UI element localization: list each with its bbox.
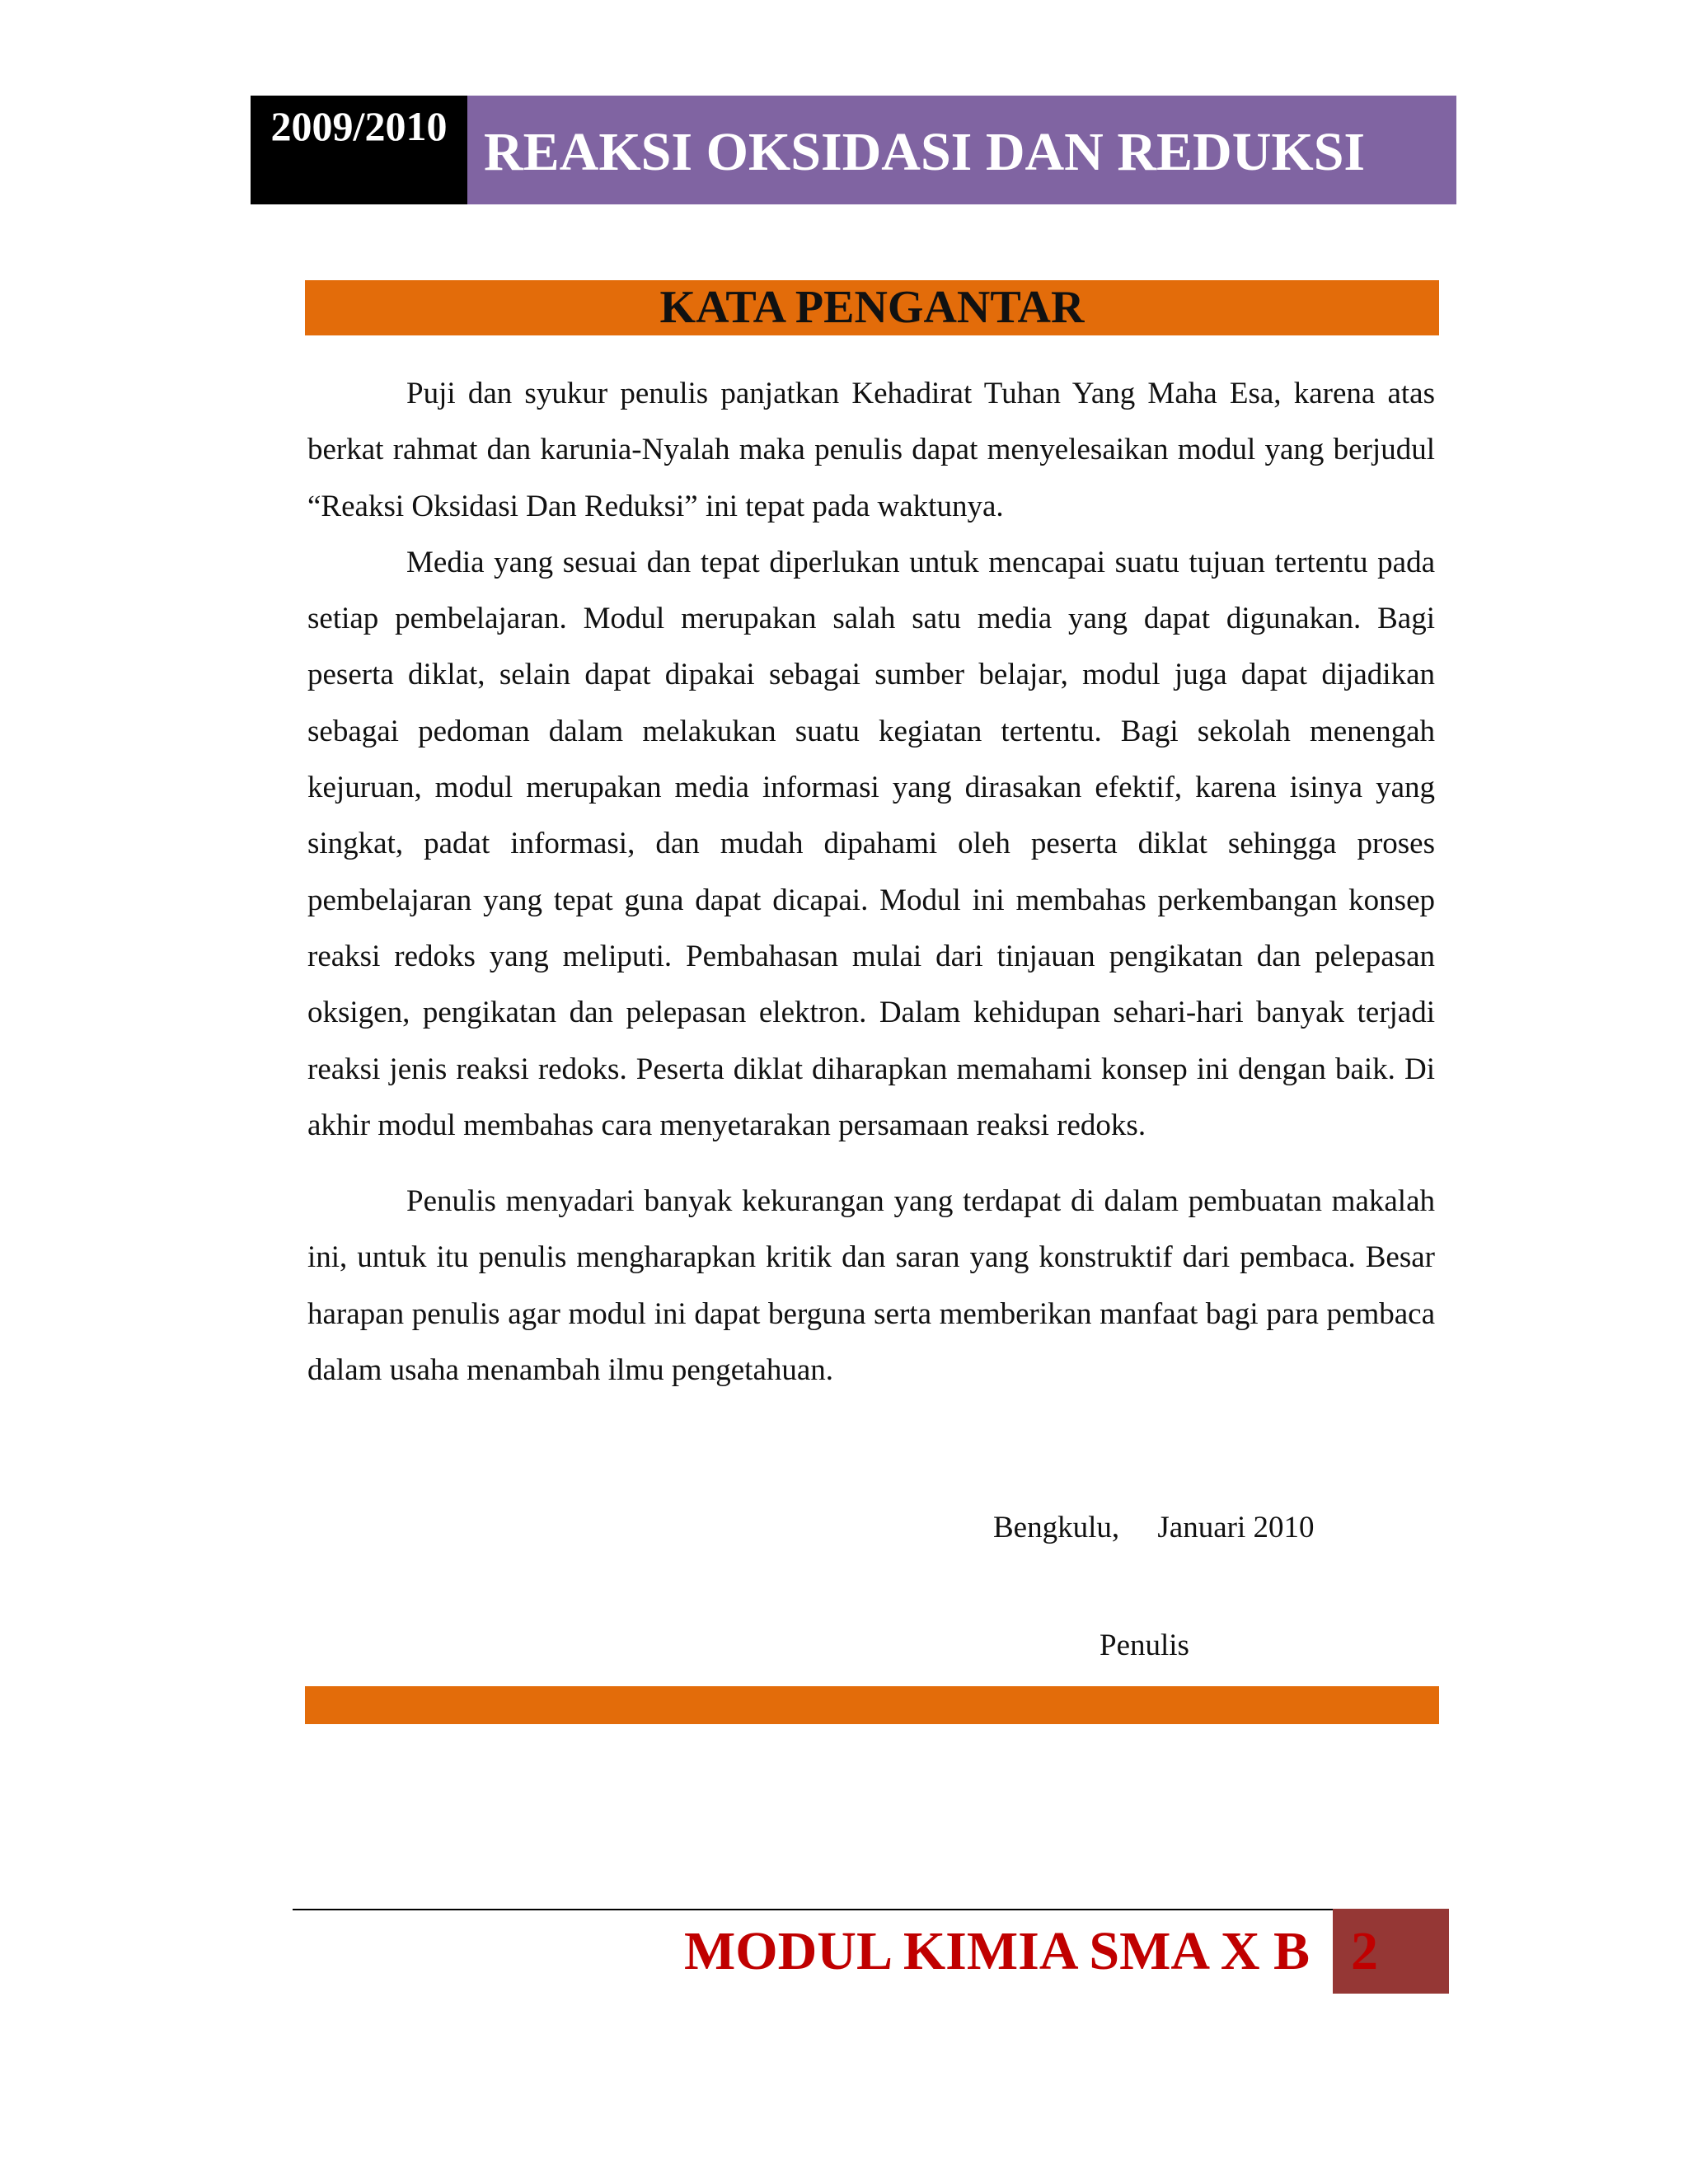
header-year-box: [251, 96, 467, 204]
paragraph-3: Penulis menyadari banyak kekurangan yang terdapat di dalam pembuatan makalah ini, untuk itu penulis mengharapkan kritik dan saran yang konstruktif dari pembaca. Besar harapan penulis agar modul ini dapat berguna serta memberikan manfaat bagi para pembaca dalam usaha menambah ilmu pengetahuan.: [307, 1184, 1435, 1388]
header-title-box: [467, 96, 1456, 204]
bottom-orange-bar: [305, 1686, 1439, 1724]
signer: Penulis: [1100, 1629, 1189, 1662]
header-year: 2009/2010: [270, 103, 448, 149]
body-text: [307, 366, 1435, 1399]
footer-label: MODUL KIMIA SMA X B: [684, 1921, 1311, 1981]
footer-rule: [293, 1909, 1333, 1910]
section-title: KATA PENGANTAR: [659, 282, 1085, 333]
page-number: 2: [1351, 1921, 1378, 1981]
paragraph-2: Media yang sesuai dan tepat diperlukan untuk mencapai suatu tujuan tertentu pada setiap pembelajaran. Modul merupakan salah satu media yang dapat digunakan. Bagi peserta diklat, selain dapat dipakai sebagai sumber belajar, modul juga dapat dijadikan sebagai pedoman dalam melakukan suatu kegiatan tertentu. Bagi sekolah menengah kejuruan, modul merupakan media informasi yang dirasakan efektif, karena isinya yang singkat, padat informasi, dan mudah dipahami oleh peserta diklat sehingga proses pembelajaran yang tepat guna dapat dicapai. Modul ini membahas perkembangan konsep reaksi redoks yang meliputi. Pembahasan mulai dari tinjauan pengikatan dan pelepasan oksigen, pengikatan dan pelepasan elektron. Dalam kehidupan sehari-hari banyak terjadi reaksi jenis reaksi redoks. Peserta diklat diharapkan memahami konsep ini dengan baik. Di akhir modul membahas cara menyetarakan persamaan reaksi redoks.: [307, 545, 1435, 1142]
place-date: Bengkulu, Januari 2010: [993, 1511, 1315, 1544]
header-title: REAKSI OKSIDASI DAN REDUKSI: [484, 122, 1366, 182]
page-number-box: [1333, 1909, 1449, 1994]
section-title-banner: [305, 280, 1439, 335]
paragraph-1: Puji dan syukur penulis panjatkan Kehadirat Tuhan Yang Maha Esa, karena atas berkat rahmat dan karunia-Nyalah maka penulis dapat menyelesaikan modul yang berjudul “Reaksi Oksidasi Dan Reduksi” ini tepat pada waktunya.: [307, 377, 1435, 523]
